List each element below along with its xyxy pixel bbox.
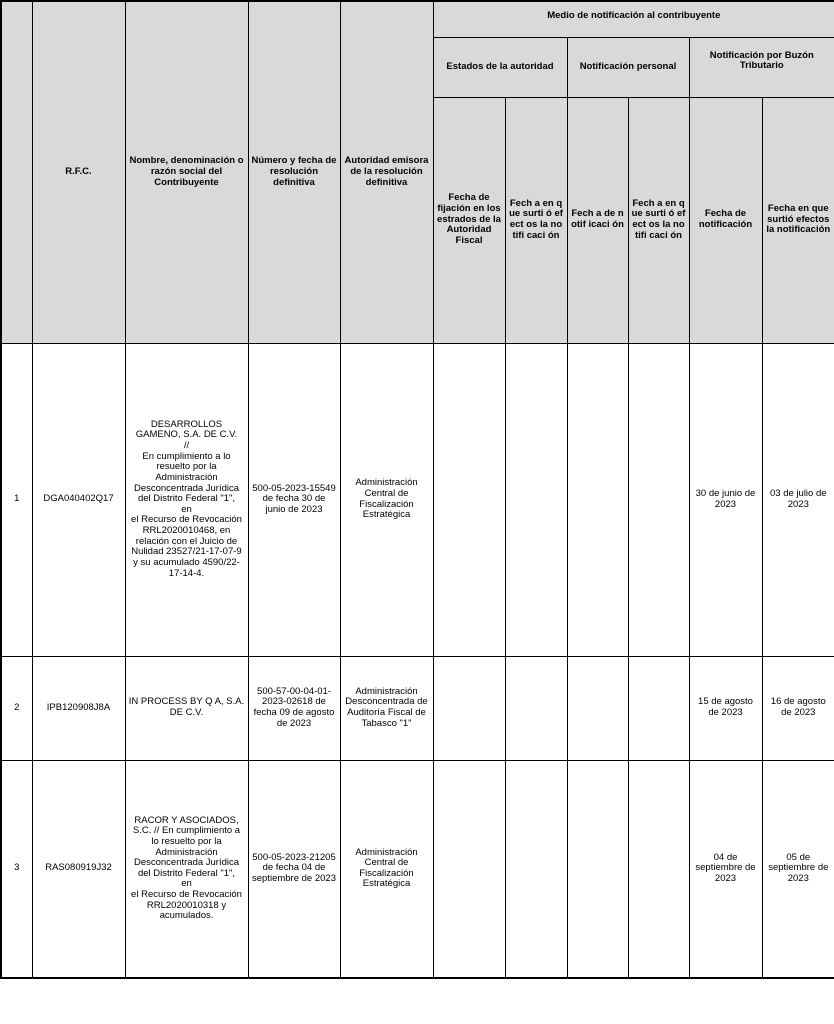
nombre-cell: DESARROLLOS GAMENO, S.A. DE C.V. // En cumplimiento a lo resuelto por la Administración Desconcentrada Jurídica del Distrito Federal "1", en el Recurso de Revocación RRL2020010468, en relación con el Juicio de Nulidad 23527/21-17-07-9 y su acumulado 4590/22-17-14-4. [125,343,248,656]
rfc-cell: IPB120908J8A [32,656,125,760]
fecha-notificacion-buzon-header: Fecha de notificación [689,97,762,343]
row-number: 1 [1,343,32,656]
numero-fecha-header: Número y fecha de resolución definitiva [248,1,340,343]
rfc-header: R.F.C. [32,1,125,343]
fecha-surtio-personal-cell [628,656,689,760]
fecha-notificacion-personal-cell [567,656,628,760]
fecha-notificacion-personal-header: Fech a de notif icaci ón [567,97,628,343]
fecha-notificacion-personal-cell [567,343,628,656]
fecha-fijacion-header: Fecha de fijación en los estrados de la Autoridad Fiscal [433,97,505,343]
nombre-header: Nombre, denominación o razón social del Contribuyente [125,1,248,343]
fecha-fijacion-cell [433,656,505,760]
table-row [1,760,834,978]
autoridad-header: Autoridad emisora de la resolución definitiva [340,1,433,343]
nombre-cell: IN PROCESS BY Q A, S.A. DE C.V. [125,656,248,760]
rfc-cell: RAS080919J32 [32,760,125,978]
row-number: 2 [1,656,32,760]
fecha-surtio-estrados-cell [505,760,567,978]
fecha-surtio-buzon-cell: 03 de julio de 2023 [762,343,834,656]
fecha-surtio-personal-header: Fech a en que surti ó efect os la notifi caci ón [628,97,689,343]
estrados-header: Estados de la autoridad [433,37,567,97]
fecha-surtio-personal-cell [628,343,689,656]
fecha-surtio-estrados-cell [505,343,567,656]
fecha-fijacion-cell [433,343,505,656]
autoridad-cell: Administración Central de Fiscalización Estratégica [340,343,433,656]
fecha-surtio-buzon-cell: 05 de septiembre de 2023 [762,760,834,978]
index-header [1,1,32,343]
fecha-notificacion-buzon-cell: 30 de junio de 2023 [689,343,762,656]
table-row [1,656,834,760]
fecha-notificacion-buzon-cell: 15 de agosto de 2023 [689,656,762,760]
nombre-cell: RACOR Y ASOCIADOS, S.C. // En cumplimiento a lo resuelto por la Administración Desconcentrada Jurídica del Distrito Federal "1", en el Recurso de Revocación RRL2020010318 y acumulados. [125,760,248,978]
row-number: 3 [1,760,32,978]
fecha-surtio-buzon-header: Fecha en que surtió efectos la notificación [762,97,834,343]
autoridad-cell: Administración Desconcentrada de Auditoría Fiscal de Tabasco "1" [340,656,433,760]
numero-fecha-cell: 500-05-2023-21205 de fecha 04 de septiembre de 2023 [248,760,340,978]
fecha-fijacion-cell [433,760,505,978]
fecha-surtio-personal-cell [628,760,689,978]
fecha-surtio-estrados-cell [505,656,567,760]
fecha-surtio-estrados-header: Fech a en que surti ó efect os la notifi caci ón [505,97,567,343]
rfc-cell: DGA040402Q17 [32,343,125,656]
buzon-tributario-header: Notificación por Buzón Tributario [689,37,834,97]
autoridad-cell: Administración Central de Fiscalización Estratégica [340,760,433,978]
notificacion-personal-header: Notificación personal [567,37,689,97]
fecha-notificacion-buzon-cell: 04 de septiembre de 2023 [689,760,762,978]
table-row [1,343,834,656]
numero-fecha-cell: 500-57-00-04-01-2023-02618 de fecha 09 de agosto de 2023 [248,656,340,760]
fecha-surtio-buzon-cell: 16 de agosto de 2023 [762,656,834,760]
medio-notificacion-header: Medio de notificación al contribuyente [433,1,834,37]
fecha-notificacion-personal-cell [567,760,628,978]
numero-fecha-cell: 500-05-2023-15549 de fecha 30 de junio de 2023 [248,343,340,656]
